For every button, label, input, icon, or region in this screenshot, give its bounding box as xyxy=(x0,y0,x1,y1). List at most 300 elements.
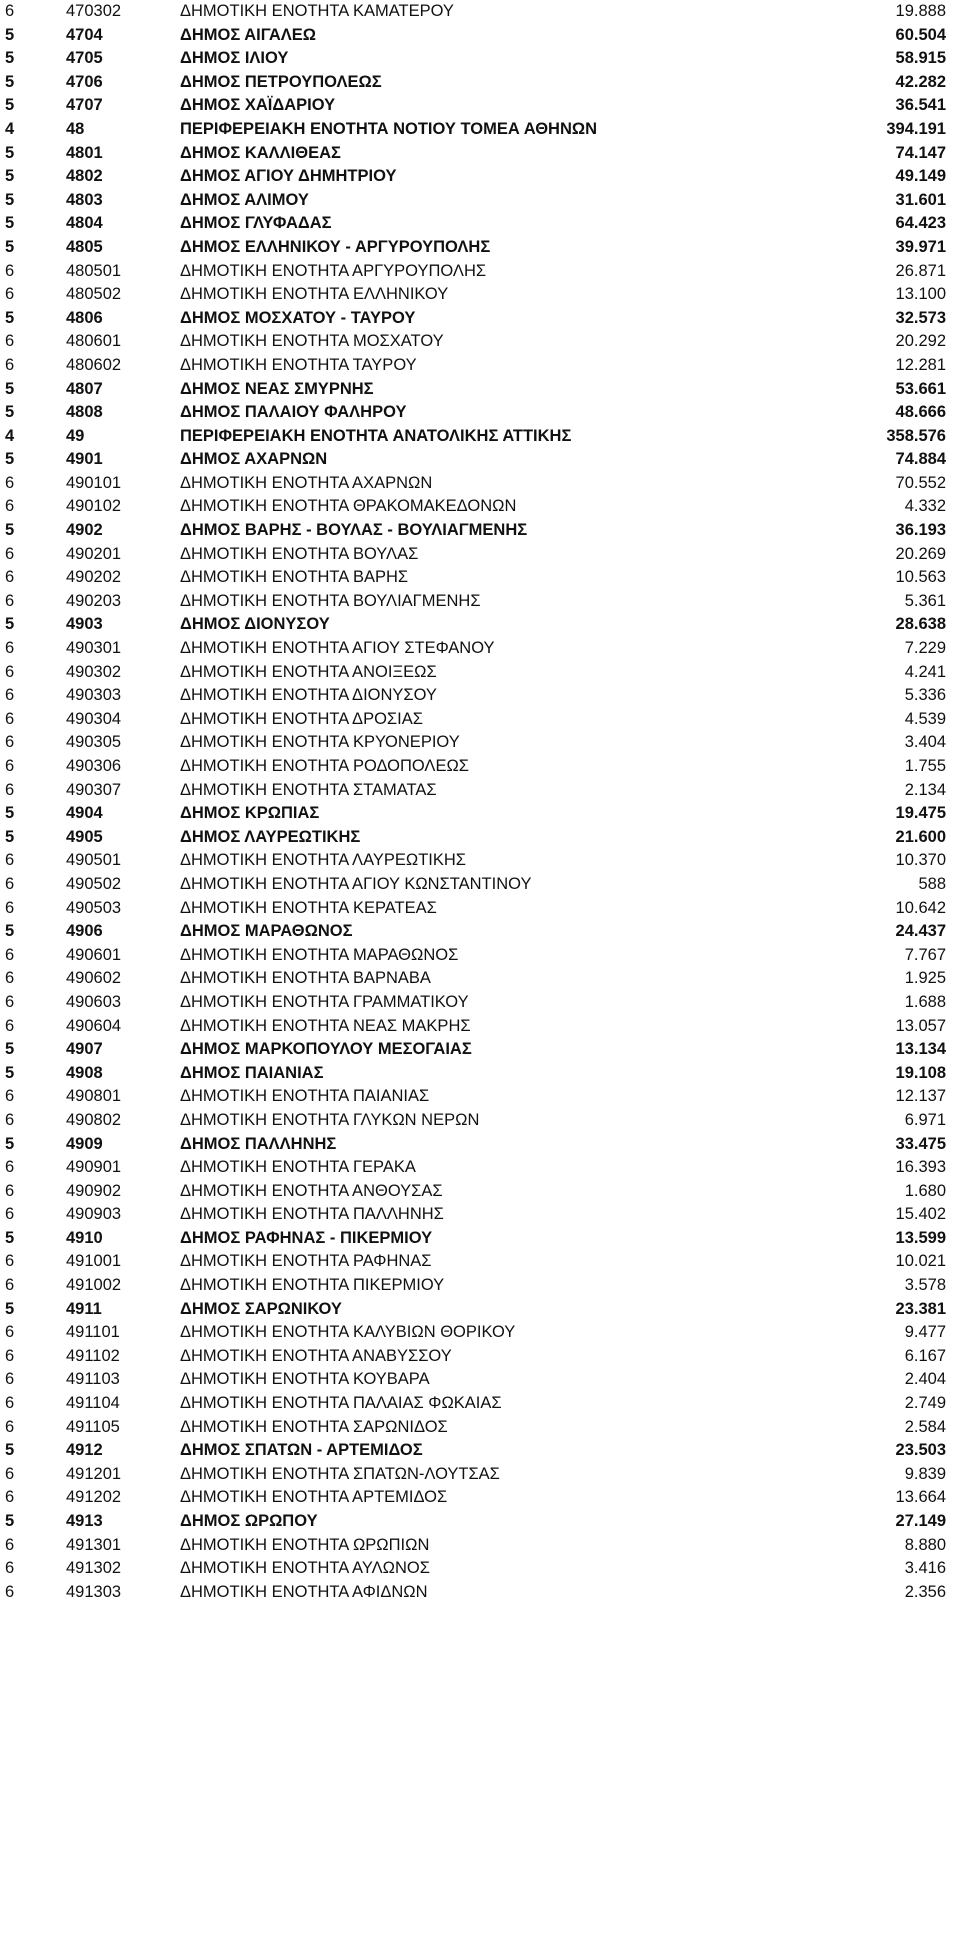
population-cell: 20.269 xyxy=(895,544,946,563)
name-cell: ΔΗΜΟΤΙΚΗ ΕΝΟΤΗΤΑ ΠΑΛΑΙΑΣ ΦΩΚΑΙΑΣ xyxy=(180,1394,502,1413)
population-cell: 5.336 xyxy=(904,686,946,705)
name-cell: ΠΕΡΙΦΕΡΕΙΑΚΗ ΕΝΟΤΗΤΑ ΑΝΑΤΟΛΙΚΗΣ ΑΤΤΙΚΗΣ xyxy=(180,426,572,445)
population-cell: 13.134 xyxy=(895,1040,946,1059)
table-row xyxy=(0,495,960,519)
level-cell: 5 xyxy=(5,96,15,115)
name-cell: ΔΗΜΟΤΙΚΗ ΕΝΟΤΗΤΑ ΚΑΛΥΒΙΩΝ ΘΟΡΙΚΟΥ xyxy=(180,1323,516,1342)
table-row xyxy=(0,47,960,71)
name-cell: ΔΗΜΟΤΙΚΗ ΕΝΟΤΗΤΑ ΑΓΙΟΥ ΣΤΕΦΑΝΟΥ xyxy=(180,639,495,658)
table-row xyxy=(0,330,960,354)
table-row xyxy=(0,1156,960,1180)
table-row xyxy=(0,1345,960,1369)
population-cell: 10.370 xyxy=(895,851,946,870)
table-row xyxy=(0,897,960,921)
level-cell: 6 xyxy=(5,898,15,917)
table-row xyxy=(0,1557,960,1581)
name-cell: ΔΗΜΟΤΙΚΗ ΕΝΟΤΗΤΑ ΒΟΥΛΙΑΓΜΕΝΗΣ xyxy=(180,591,481,610)
name-cell: ΔΗΜΟΤΙΚΗ ΕΝΟΤΗΤΑ ΠΑΛΛΗΝΗΣ xyxy=(180,1205,444,1224)
code-cell: 490304 xyxy=(66,709,122,728)
name-cell: ΔΗΜΟΣ ΒΑΡΗΣ - ΒΟΥΛΑΣ - ΒΟΥΛΙΑΓΜΕΝΗΣ xyxy=(180,521,528,540)
population-cell: 20.292 xyxy=(895,332,946,351)
level-cell: 6 xyxy=(5,1559,15,1578)
population-cell: 36.541 xyxy=(895,96,946,115)
population-cell: 74.147 xyxy=(895,143,946,162)
name-cell: ΔΗΜΟΣ ΑΧΑΡΝΩΝ xyxy=(180,450,328,469)
code-cell: 490307 xyxy=(66,780,122,799)
code-cell: 490604 xyxy=(66,1016,122,1035)
code-cell: 490202 xyxy=(66,568,122,587)
code-cell: 4806 xyxy=(66,308,103,327)
level-cell: 6 xyxy=(5,1205,15,1224)
name-cell: ΔΗΜΟΣ ΓΛΥΦΑΔΑΣ xyxy=(180,214,332,233)
level-cell: 6 xyxy=(5,355,15,374)
code-cell: 490901 xyxy=(66,1158,122,1177)
name-cell: ΔΗΜΟΤΙΚΗ ΕΝΟΤΗΤΑ ΚΑΜΑΤΕΡΟΥ xyxy=(180,2,454,20)
name-cell: ΔΗΜΟΤΙΚΗ ΕΝΟΤΗΤΑ ΑΓΙΟΥ ΚΩΝΣΤΑΝΤΙΝΟΥ xyxy=(180,874,532,893)
population-cell: 32.573 xyxy=(895,308,946,327)
level-cell: 6 xyxy=(5,1464,15,1483)
population-cell: 4.241 xyxy=(904,662,946,681)
level-cell: 6 xyxy=(5,945,15,964)
code-cell: 490101 xyxy=(66,473,122,492)
name-cell: ΔΗΜΟΤΙΚΗ ΕΝΟΤΗΤΑ ΕΛΛΗΝΙΚΟΥ xyxy=(180,285,449,304)
population-cell: 2.749 xyxy=(904,1394,946,1413)
code-cell: 480602 xyxy=(66,355,122,374)
table-row xyxy=(0,991,960,1015)
code-cell: 491303 xyxy=(66,1582,122,1601)
name-cell: ΔΗΜΟΤΙΚΗ ΕΝΟΤΗΤΑ ΑΝΑΒΥΣΣΟΥ xyxy=(180,1346,452,1365)
level-cell: 5 xyxy=(5,237,15,256)
population-cell: 19.108 xyxy=(895,1063,946,1082)
level-cell: 6 xyxy=(5,1016,15,1035)
level-cell: 6 xyxy=(5,261,15,280)
code-cell: 491105 xyxy=(66,1417,120,1436)
population-cell: 39.971 xyxy=(895,237,946,256)
table-row xyxy=(0,1298,960,1322)
code-cell: 4912 xyxy=(66,1441,103,1460)
table-row xyxy=(0,401,960,425)
name-cell: ΔΗΜΟΣ ΡΑΦΗΝΑΣ - ΠΙΚΕΡΜΙΟΥ xyxy=(180,1228,433,1247)
name-cell: ΔΗΜΟΣ ΑΙΓΑΛΕΩ xyxy=(180,25,317,44)
table-row xyxy=(0,1227,960,1251)
table-row xyxy=(0,378,960,402)
code-cell: 490801 xyxy=(66,1087,122,1106)
code-cell: 470302 xyxy=(66,2,122,20)
name-cell: ΔΗΜΟΣ ΑΓΙΟΥ ΔΗΜΗΤΡΙΟΥ xyxy=(180,167,397,186)
level-cell: 5 xyxy=(5,25,15,44)
code-cell: 4705 xyxy=(66,49,103,68)
population-cell: 13.599 xyxy=(895,1228,946,1247)
name-cell: ΔΗΜΟΤΙΚΗ ΕΝΟΤΗΤΑ ΜΑΡΑΘΩΝΟΣ xyxy=(180,945,459,964)
level-cell: 6 xyxy=(5,473,15,492)
level-cell: 5 xyxy=(5,1228,15,1247)
population-cell: 13.100 xyxy=(895,285,946,304)
code-cell: 491301 xyxy=(66,1535,122,1554)
level-cell: 6 xyxy=(5,709,15,728)
name-cell: ΔΗΜΟΤΙΚΗ ΕΝΟΤΗΤΑ ΩΡΩΠΙΩΝ xyxy=(180,1535,430,1554)
table-row xyxy=(0,1368,960,1392)
level-cell: 5 xyxy=(5,214,15,233)
population-cell: 10.021 xyxy=(895,1252,946,1271)
population-cell: 28.638 xyxy=(895,615,946,634)
code-cell: 4707 xyxy=(66,96,103,115)
population-cell: 48.666 xyxy=(895,403,946,422)
code-cell: 491104 xyxy=(66,1394,120,1413)
code-cell: 4804 xyxy=(66,214,103,233)
population-cell: 23.503 xyxy=(895,1441,946,1460)
name-cell: ΔΗΜΟΤΙΚΗ ΕΝΟΤΗΤΑ ΣΠΑΤΩΝ-ΛΟΥΤΣΑΣ xyxy=(180,1464,500,1483)
table-row xyxy=(0,755,960,779)
table-row xyxy=(0,613,960,637)
table-row xyxy=(0,1109,960,1133)
table-row xyxy=(0,260,960,284)
table-row xyxy=(0,1062,960,1086)
table-row xyxy=(0,354,960,378)
level-cell: 6 xyxy=(5,1110,15,1129)
population-cell: 1.688 xyxy=(904,992,946,1011)
level-cell: 4 xyxy=(5,119,15,138)
name-cell: ΔΗΜΟΤΙΚΗ ΕΝΟΤΗΤΑ ΤΑΥΡΟΥ xyxy=(180,355,417,374)
table-row xyxy=(0,425,960,449)
population-cell: 15.402 xyxy=(895,1205,946,1224)
code-cell: 49 xyxy=(66,426,85,445)
table-row xyxy=(0,1085,960,1109)
name-cell: ΔΗΜΟΤΙΚΗ ΕΝΟΤΗΤΑ ΑΥΛΩΝΟΣ xyxy=(180,1559,430,1578)
name-cell: ΔΗΜΟΤΙΚΗ ΕΝΟΤΗΤΑ ΑΝΟΙΞΕΩΣ xyxy=(180,662,437,681)
name-cell: ΔΗΜΟΣ ΔΙΟΝΥΣΟΥ xyxy=(180,615,330,634)
population-cell: 6.971 xyxy=(904,1110,946,1129)
name-cell: ΔΗΜΟΤΙΚΗ ΕΝΟΤΗΤΑ ΚΟΥΒΑΡΑ xyxy=(180,1370,430,1389)
name-cell: ΠΕΡΙΦΕΡΕΙΑΚΗ ΕΝΟΤΗΤΑ ΝΟΤΙΟΥ ΤΟΜΕΑ ΑΘΗΝΩΝ xyxy=(180,119,598,138)
name-cell: ΔΗΜΟΣ ΣΠΑΤΩΝ - ΑΡΤΕΜΙΔΟΣ xyxy=(180,1441,423,1460)
level-cell: 6 xyxy=(5,1276,15,1295)
name-cell: ΔΗΜΟΣ ΑΛΙΜΟΥ xyxy=(180,190,309,209)
population-cell: 4.332 xyxy=(904,497,946,516)
table-row xyxy=(0,189,960,213)
name-cell: ΔΗΜΟΤΙΚΗ ΕΝΟΤΗΤΑ ΠΙΚΕΡΜΙΟΥ xyxy=(180,1276,445,1295)
population-cell: 6.167 xyxy=(904,1346,946,1365)
population-cell: 19.888 xyxy=(895,2,946,20)
name-cell: ΔΗΜΟΣ ΜΑΡΑΘΩΝΟΣ xyxy=(180,922,353,941)
code-cell: 491102 xyxy=(66,1346,120,1365)
name-cell: ΔΗΜΟΤΙΚΗ ΕΝΟΤΗΤΑ ΒΑΡΝΑΒΑ xyxy=(180,969,431,988)
population-cell: 21.600 xyxy=(895,827,946,846)
level-cell: 6 xyxy=(5,544,15,563)
population-cell: 10.563 xyxy=(895,568,946,587)
code-cell: 490102 xyxy=(66,497,122,516)
level-cell: 6 xyxy=(5,1394,15,1413)
code-cell: 490305 xyxy=(66,733,122,752)
code-cell: 490503 xyxy=(66,898,122,917)
level-cell: 5 xyxy=(5,1134,15,1153)
population-cell: 70.552 xyxy=(895,473,946,492)
code-cell: 4913 xyxy=(66,1512,103,1530)
level-cell: 5 xyxy=(5,450,15,469)
level-cell: 6 xyxy=(5,1535,15,1554)
code-cell: 4907 xyxy=(66,1040,103,1059)
code-cell: 490201 xyxy=(66,544,122,563)
name-cell: ΔΗΜΟΣ ΠΑΛΛΗΝΗΣ xyxy=(180,1134,337,1153)
level-cell: 6 xyxy=(5,2,15,20)
name-cell: ΔΗΜΟΣ ΣΑΡΩΝΙΚΟΥ xyxy=(180,1299,342,1318)
level-cell: 6 xyxy=(5,1087,15,1106)
code-cell: 4901 xyxy=(66,450,103,469)
table-row xyxy=(0,1015,960,1039)
name-cell: ΔΗΜΟΣ ΙΛΙΟΥ xyxy=(180,49,289,68)
level-cell: 5 xyxy=(5,49,15,68)
name-cell: ΔΗΜΟΤΙΚΗ ΕΝΟΤΗΤΑ ΔΙΟΝΥΣΟΥ xyxy=(180,686,437,705)
code-cell: 4808 xyxy=(66,403,103,422)
table-row xyxy=(0,1321,960,1345)
name-cell: ΔΗΜΟΤΙΚΗ ΕΝΟΤΗΤΑ ΓΛΥΚΩΝ ΝΕΡΩΝ xyxy=(180,1110,480,1129)
code-cell: 490501 xyxy=(66,851,122,870)
table-row xyxy=(0,236,960,260)
table-row xyxy=(0,684,960,708)
table-row xyxy=(0,967,960,991)
population-cell: 12.137 xyxy=(895,1087,946,1106)
code-cell: 490301 xyxy=(66,639,122,658)
population-cell: 7.767 xyxy=(904,945,946,964)
population-cell: 13.664 xyxy=(895,1488,946,1507)
level-cell: 6 xyxy=(5,733,15,752)
code-cell: 4911 xyxy=(66,1299,102,1318)
code-cell: 4905 xyxy=(66,827,103,846)
code-cell: 491101 xyxy=(66,1323,120,1342)
population-cell: 42.282 xyxy=(895,72,946,91)
name-cell: ΔΗΜΟΣ ΜΑΡΚΟΠΟΥΛΟΥ ΜΕΣΟΓΑΙΑΣ xyxy=(180,1040,472,1059)
name-cell: ΔΗΜΟΤΙΚΗ ΕΝΟΤΗΤΑ ΔΡΟΣΙΑΣ xyxy=(180,709,423,728)
level-cell: 6 xyxy=(5,1488,15,1507)
population-cell: 2.584 xyxy=(904,1417,946,1436)
level-cell: 6 xyxy=(5,851,15,870)
name-cell: ΔΗΜΟΤΙΚΗ ΕΝΟΤΗΤΑ ΒΑΡΗΣ xyxy=(180,568,409,587)
table-row xyxy=(0,1392,960,1416)
population-cell: 31.601 xyxy=(895,190,946,209)
code-cell: 490603 xyxy=(66,992,122,1011)
name-cell: ΔΗΜΟΣ ΩΡΩΠΟΥ xyxy=(180,1512,318,1530)
name-cell: ΔΗΜΟΤΙΚΗ ΕΝΟΤΗΤΑ ΡΟΔΟΠΟΛΕΩΣ xyxy=(180,757,469,775)
code-cell: 4807 xyxy=(66,379,103,398)
level-cell: 5 xyxy=(5,804,15,823)
table-row xyxy=(0,24,960,48)
code-cell: 480502 xyxy=(66,285,122,304)
level-cell: 6 xyxy=(5,568,15,587)
code-cell: 490601 xyxy=(66,945,122,964)
name-cell: ΔΗΜΟΣ ΠΑΙΑΝΙΑΣ xyxy=(180,1063,324,1082)
population-cell: 588 xyxy=(918,874,946,893)
level-cell: 6 xyxy=(5,1346,15,1365)
name-cell: ΔΗΜΟΣ ΧΑΪΔΑΡΙΟΥ xyxy=(180,96,336,115)
table-row xyxy=(0,1133,960,1157)
code-cell: 4802 xyxy=(66,167,103,186)
code-cell: 490802 xyxy=(66,1110,122,1129)
code-cell: 480601 xyxy=(66,332,122,351)
level-cell: 5 xyxy=(5,922,15,941)
population-cell: 1.680 xyxy=(904,1181,946,1200)
level-cell: 5 xyxy=(5,827,15,846)
population-cell: 64.423 xyxy=(895,214,946,233)
name-cell: ΔΗΜΟΤΙΚΗ ΕΝΟΤΗΤΑ ΑΡΤΕΜΙΔΟΣ xyxy=(180,1488,448,1507)
name-cell: ΔΗΜΟΤΙΚΗ ΕΝΟΤΗΤΑ ΛΑΥΡΕΩΤΙΚΗΣ xyxy=(180,851,466,870)
level-cell: 6 xyxy=(5,285,15,304)
population-cell: 9.839 xyxy=(904,1464,946,1483)
table-row xyxy=(0,590,960,614)
table-row xyxy=(0,142,960,166)
population-cell: 4.539 xyxy=(904,709,946,728)
code-cell: 48 xyxy=(66,119,85,138)
table-row xyxy=(0,1439,960,1463)
level-cell: 6 xyxy=(5,1252,15,1271)
level-cell: 6 xyxy=(5,1158,15,1177)
code-cell: 491201 xyxy=(66,1464,122,1483)
population-cell: 74.884 xyxy=(895,450,946,469)
level-cell: 6 xyxy=(5,1582,15,1601)
name-cell: ΔΗΜΟΣ ΝΕΑΣ ΣΜΥΡΝΗΣ xyxy=(180,379,374,398)
table-row xyxy=(0,849,960,873)
code-cell: 4805 xyxy=(66,237,103,256)
population-cell: 49.149 xyxy=(895,167,946,186)
name-cell: ΔΗΜΟΤΙΚΗ ΕΝΟΤΗΤΑ ΚΕΡΑΤΕΑΣ xyxy=(180,898,437,917)
table-row xyxy=(0,802,960,826)
table-row xyxy=(0,1581,960,1605)
name-cell: ΔΗΜΟΤΙΚΗ ΕΝΟΤΗΤΑ ΓΡΑΜΜΑΤΙΚΟΥ xyxy=(180,992,469,1011)
level-cell: 6 xyxy=(5,591,15,610)
table-row xyxy=(0,779,960,803)
level-cell: 5 xyxy=(5,143,15,162)
code-cell: 490302 xyxy=(66,662,122,681)
code-cell: 4908 xyxy=(66,1063,103,1082)
level-cell: 5 xyxy=(5,1040,15,1059)
name-cell: ΔΗΜΟΣ ΠΕΤΡΟΥΠΟΛΕΩΣ xyxy=(180,72,382,91)
name-cell: ΔΗΜΟΤΙΚΗ ΕΝΟΤΗΤΑ ΑΧΑΡΝΩΝ xyxy=(180,473,433,492)
table-row xyxy=(0,1486,960,1510)
table-row xyxy=(0,212,960,236)
population-cell: 16.393 xyxy=(895,1158,946,1177)
table-row xyxy=(0,1038,960,1062)
name-cell: ΔΗΜΟΣ ΛΑΥΡΕΩΤΙΚΗΣ xyxy=(180,827,361,846)
population-cell: 1.925 xyxy=(904,969,946,988)
level-cell: 5 xyxy=(5,190,15,209)
name-cell: ΔΗΜΟΤΙΚΗ ΕΝΟΤΗΤΑ ΡΑΦΗΝΑΣ xyxy=(180,1252,432,1271)
code-cell: 4906 xyxy=(66,922,103,941)
code-cell: 4903 xyxy=(66,615,103,634)
table-row xyxy=(0,637,960,661)
name-cell: ΔΗΜΟΤΙΚΗ ΕΝΟΤΗΤΑ ΝΕΑΣ ΜΑΚΡΗΣ xyxy=(180,1016,471,1035)
code-cell: 480501 xyxy=(66,261,122,280)
population-cell: 2.134 xyxy=(904,780,946,799)
code-cell: 490306 xyxy=(66,757,122,775)
level-cell: 6 xyxy=(5,780,15,799)
code-cell: 491302 xyxy=(66,1559,122,1578)
population-cell: 3.404 xyxy=(904,733,946,752)
level-cell: 5 xyxy=(5,1512,15,1530)
population-cell: 13.057 xyxy=(895,1016,946,1035)
population-cell: 24.437 xyxy=(895,922,946,941)
level-cell: 5 xyxy=(5,521,15,540)
population-cell: 1.755 xyxy=(904,757,946,775)
population-cell: 60.504 xyxy=(895,25,946,44)
name-cell: ΔΗΜΟΤΙΚΗ ΕΝΟΤΗΤΑ ΑΡΓΥΡΟΥΠΟΛΗΣ xyxy=(180,261,487,280)
table-row xyxy=(0,0,960,24)
code-cell: 4706 xyxy=(66,72,103,91)
population-cell: 27.149 xyxy=(895,1512,946,1530)
population-cell: 10.642 xyxy=(895,898,946,917)
level-cell: 6 xyxy=(5,1323,15,1342)
level-cell: 6 xyxy=(5,686,15,705)
code-cell: 4910 xyxy=(66,1228,103,1247)
code-cell: 491002 xyxy=(66,1276,122,1295)
table-row xyxy=(0,283,960,307)
table-row xyxy=(0,472,960,496)
name-cell: ΔΗΜΟΤΙΚΗ ΕΝΟΤΗΤΑ ΒΟΥΛΑΣ xyxy=(180,544,419,563)
table-row xyxy=(0,731,960,755)
level-cell: 6 xyxy=(5,332,15,351)
table-row xyxy=(0,1463,960,1487)
level-cell: 5 xyxy=(5,1299,15,1318)
level-cell: 5 xyxy=(5,615,15,634)
code-cell: 4909 xyxy=(66,1134,103,1153)
population-cell: 53.661 xyxy=(895,379,946,398)
level-cell: 5 xyxy=(5,308,15,327)
level-cell: 6 xyxy=(5,992,15,1011)
population-cell: 26.871 xyxy=(895,261,946,280)
name-cell: ΔΗΜΟΤΙΚΗ ΕΝΟΤΗΤΑ ΜΟΣΧΑΤΟΥ xyxy=(180,332,444,351)
code-cell: 490602 xyxy=(66,969,122,988)
name-cell: ΔΗΜΟΤΙΚΗ ΕΝΟΤΗΤΑ ΓΕΡΑΚΑ xyxy=(180,1158,416,1177)
table-row xyxy=(0,1274,960,1298)
table-row xyxy=(0,1510,960,1534)
name-cell: ΔΗΜΟΤΙΚΗ ΕΝΟΤΗΤΑ ΠΑΙΑΝΙΑΣ xyxy=(180,1087,430,1106)
population-cell: 12.281 xyxy=(895,355,946,374)
table-row xyxy=(0,708,960,732)
level-cell: 5 xyxy=(5,403,15,422)
table-row xyxy=(0,118,960,142)
population-cell: 36.193 xyxy=(895,521,946,540)
table-row xyxy=(0,165,960,189)
table-row xyxy=(0,1250,960,1274)
name-cell: ΔΗΜΟΣ ΚΑΛΛΙΘΕΑΣ xyxy=(180,143,341,162)
population-cell: 3.578 xyxy=(904,1276,946,1295)
population-cell: 7.229 xyxy=(904,639,946,658)
level-cell: 6 xyxy=(5,757,15,775)
level-cell: 4 xyxy=(5,426,15,445)
population-cell: 8.880 xyxy=(904,1535,946,1554)
table-row xyxy=(0,448,960,472)
code-cell: 490303 xyxy=(66,686,122,705)
level-cell: 5 xyxy=(5,167,15,186)
level-cell: 5 xyxy=(5,72,15,91)
level-cell: 6 xyxy=(5,639,15,658)
level-cell: 5 xyxy=(5,1441,15,1460)
name-cell: ΔΗΜΟΤΙΚΗ ΕΝΟΤΗΤΑ ΣΑΡΩΝΙΔΟΣ xyxy=(180,1417,448,1436)
code-cell: 490902 xyxy=(66,1181,122,1200)
code-cell: 490903 xyxy=(66,1205,122,1224)
code-cell: 4704 xyxy=(66,25,103,44)
population-cell: 23.381 xyxy=(895,1299,946,1318)
population-cell: 3.416 xyxy=(904,1559,946,1578)
code-cell: 4902 xyxy=(66,521,103,540)
name-cell: ΔΗΜΟΤΙΚΗ ΕΝΟΤΗΤΑ ΘΡΑΚΟΜΑΚΕΔΟΝΩΝ xyxy=(180,497,517,516)
population-cell: 2.404 xyxy=(904,1370,946,1389)
table-row xyxy=(0,661,960,685)
population-cell: 394.191 xyxy=(886,119,946,138)
level-cell: 6 xyxy=(5,969,15,988)
table-row xyxy=(0,94,960,118)
code-cell: 491103 xyxy=(66,1370,120,1389)
level-cell: 6 xyxy=(5,662,15,681)
population-cell: 9.477 xyxy=(904,1323,946,1342)
population-cell: 5.361 xyxy=(904,591,946,610)
